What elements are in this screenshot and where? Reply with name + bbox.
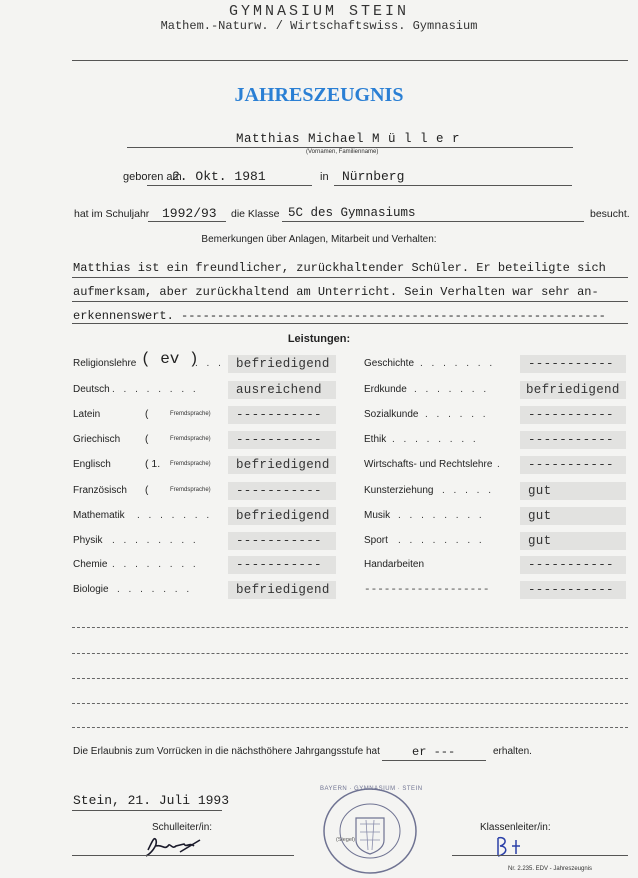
grade-value: gut xyxy=(528,484,552,498)
subject-label: Geschichte xyxy=(364,358,415,369)
leader-dots: . . . . . . . . xyxy=(392,434,479,445)
subject-label: Musik xyxy=(364,510,391,521)
leader-dots: . . . . . . . . xyxy=(112,535,199,546)
place-date: Stein, 21. Juli 1993 xyxy=(73,793,230,808)
school-year: 1992/93 xyxy=(162,206,217,221)
school-year-prefix: hat im Schuljahr xyxy=(74,208,150,220)
leader-dots: . . . . . . . . xyxy=(112,559,199,570)
grade-value: befriedigend xyxy=(236,357,330,371)
remark-underline xyxy=(72,277,628,278)
grade-value: ----------- xyxy=(528,558,614,572)
teacher-label: Klassenleiter/in: xyxy=(480,822,551,833)
grade-value: befriedigend xyxy=(236,458,330,472)
subject-label: Chemie xyxy=(73,559,108,570)
language-note: Fremdsprache) xyxy=(170,461,211,467)
school-year-suffix: besucht. xyxy=(590,208,630,220)
class-line xyxy=(282,221,584,222)
school-subtitle: Mathem.-Naturw. / Wirtschaftswiss. Gymnasium xyxy=(160,19,478,33)
promotion-suffix: erhalten. xyxy=(493,746,532,757)
leader-dots: . . . . . . . xyxy=(420,358,496,369)
leader-dots: . . . . . xyxy=(442,485,495,496)
grade-value: ----------- xyxy=(236,534,322,548)
class-name: 5C des Gymnasiums xyxy=(288,206,416,220)
birth-place-line xyxy=(334,185,572,186)
subject-label: Wirtschafts- und Rechtslehre xyxy=(364,459,493,470)
name-caption: (Vornamen, Familienname) xyxy=(306,149,379,155)
seal-label: (Siegel) xyxy=(336,837,355,843)
grade-value: ----------- xyxy=(528,583,614,597)
blank-line xyxy=(72,678,628,679)
principal-line xyxy=(72,855,294,856)
subject-label: Religionslehre xyxy=(73,358,137,369)
subject-label: Kunsterziehung xyxy=(364,485,434,496)
leader-dots: . . . . . . . . xyxy=(112,384,199,395)
seal-text: BAYERN · GYMNASIUM · STEIN xyxy=(320,786,423,792)
grade-value: ----------- xyxy=(528,458,614,472)
grade-value: ----------- xyxy=(236,558,322,572)
class-label: die Klasse xyxy=(231,208,280,220)
language-paren: ( 1. xyxy=(145,458,161,470)
subject-label: Erdkunde xyxy=(364,384,407,395)
promotion-value: er --- xyxy=(412,745,456,759)
blank-line xyxy=(72,727,628,728)
leader-dots: . . . . . . . xyxy=(117,584,193,595)
birth-place: Nürnberg xyxy=(342,169,405,184)
language-paren: ( xyxy=(145,434,149,445)
language-paren: ( xyxy=(145,485,149,496)
grade-value: ----------- xyxy=(236,408,322,422)
principal-label: Schulleiter/in: xyxy=(152,822,213,833)
grade-value: ----------- xyxy=(528,408,614,422)
teacher-signature xyxy=(494,834,524,862)
subject-label: Sozialkunde xyxy=(364,409,419,420)
leader-dots: . . . . . . xyxy=(425,409,489,420)
grade-value: befriedigend xyxy=(526,383,620,397)
promotion-text: Die Erlaubnis zum Vorrücken in die nächsthöhere Jahrgangsstufe hat xyxy=(73,746,380,757)
school-name: GYMNASIUM STEIN xyxy=(228,3,410,20)
grade-value: ----------- xyxy=(528,357,614,371)
subject-label: Griechisch xyxy=(73,434,121,445)
grade-value: befriedigend xyxy=(236,583,330,597)
subject-label: Physik xyxy=(73,535,103,546)
remark-underline xyxy=(72,301,628,302)
subject-label: Deutsch xyxy=(73,384,110,395)
subject-label: Biologie xyxy=(73,584,109,595)
grade-value: ausreichend xyxy=(236,383,322,397)
grade-value: befriedigend xyxy=(236,509,330,523)
remark-line: erkennenswert. ----------------------------------------------------------- xyxy=(73,309,606,323)
remark-line: aufmerksam, aber zurückhaltend am Unterricht. Sein Verhalten war sehr an- xyxy=(73,285,599,299)
name-line xyxy=(127,147,573,148)
school-year-line xyxy=(148,221,226,222)
empty-subject-line: ------------------- xyxy=(364,584,490,596)
remark-underline xyxy=(72,323,628,324)
born-label: geboren am xyxy=(123,171,182,183)
subject-label: Handarbeiten xyxy=(364,559,425,570)
document-title: JAHRESZEUGNIS xyxy=(234,84,404,106)
language-note: Fremdsprache) xyxy=(170,436,211,442)
header-rule xyxy=(72,60,628,61)
subject-label: Sport xyxy=(364,535,388,546)
leader-dots: . . . . . . . xyxy=(414,384,490,395)
grades-heading: Leistungen: xyxy=(287,333,351,345)
religion-denomination: ( ev ) xyxy=(141,350,199,368)
teacher-line xyxy=(452,855,628,856)
grade-value: gut xyxy=(528,509,552,523)
leader-dots: . . . . . . . . xyxy=(398,535,485,546)
birth-date-line xyxy=(147,185,312,186)
leader-dots: . . . xyxy=(195,358,224,369)
grade-value: ----------- xyxy=(528,433,614,447)
birth-date: 2. Okt. 1981 xyxy=(172,169,266,184)
language-paren: ( xyxy=(145,409,149,420)
blank-line xyxy=(72,627,628,628)
promotion-line xyxy=(382,760,486,761)
subject-label: Mathematik xyxy=(73,510,125,521)
grade-value: ----------- xyxy=(236,433,322,447)
student-name: Matthias Michael M ü l l e r xyxy=(236,132,461,146)
subject-label: Ethik xyxy=(364,434,387,445)
language-note: Fremdsprache) xyxy=(170,411,211,417)
subject-label: Englisch xyxy=(73,459,111,470)
leader-dots: . . . . . . . . xyxy=(398,510,485,521)
blank-line xyxy=(72,653,628,654)
grade-value: ----------- xyxy=(236,484,322,498)
official-seal xyxy=(316,784,424,874)
in-label: in xyxy=(320,171,329,183)
subject-label: Latein xyxy=(73,409,101,420)
remarks-heading: Bemerkungen über Anlagen, Mitarbeit und Verhalten: xyxy=(201,234,437,245)
grade-value: gut xyxy=(528,534,552,548)
principal-signature xyxy=(140,832,220,862)
place-date-line xyxy=(72,810,222,811)
blank-line xyxy=(72,703,628,704)
leader-dots: . xyxy=(497,459,503,470)
language-note: Fremdsprache) xyxy=(170,487,211,493)
remark-line: Matthias ist ein freundlicher, zurückhaltender Schüler. Er beteiligte sich xyxy=(73,261,606,275)
leader-dots: . . . . . . . xyxy=(137,510,213,521)
form-number: Nr. 2.235. EDV - Jahreszeugnis xyxy=(508,866,593,872)
subject-label: Französisch xyxy=(73,485,127,496)
